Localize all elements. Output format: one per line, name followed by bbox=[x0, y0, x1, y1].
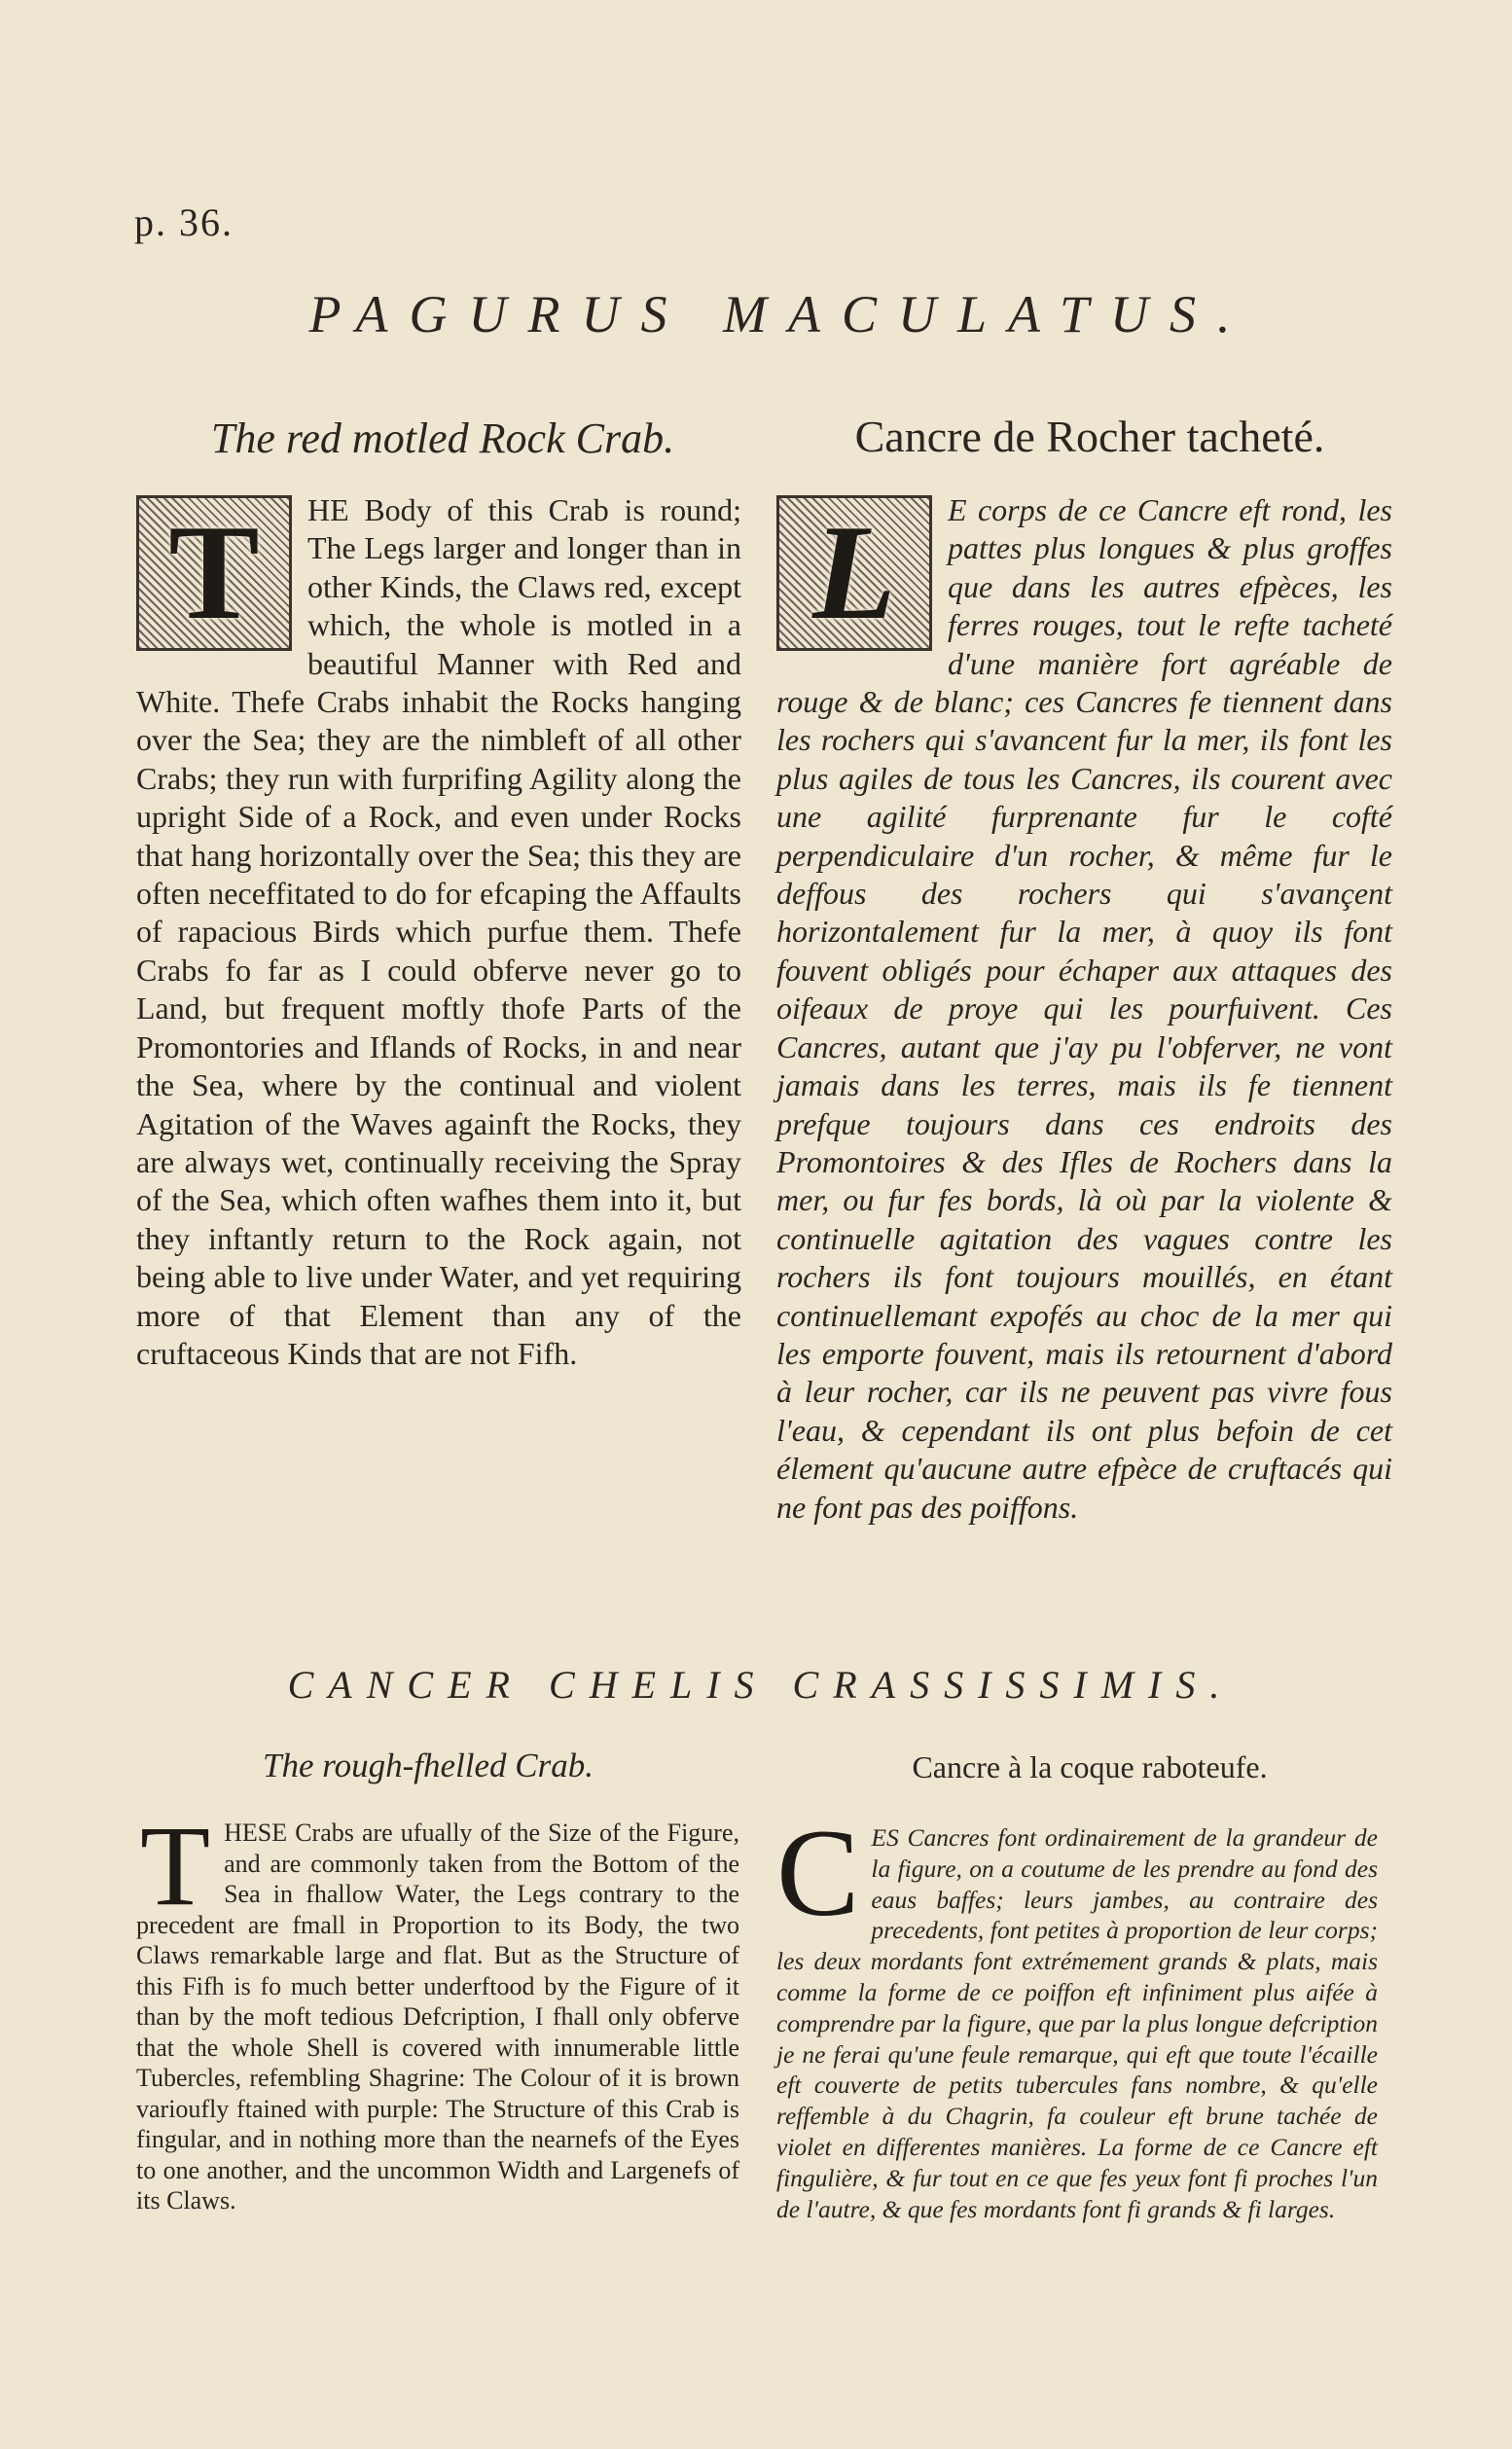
dropcap-C: C bbox=[776, 1804, 860, 1942]
section1-french-text-column bbox=[776, 491, 1392, 1527]
ornamental-dropcap-L: L bbox=[776, 495, 932, 651]
section2-french-body: ES Cancres font ordinairement de la grandeur de la figure, on a coutume de les prendre au fond des eaus baffes; leurs jambes, au contraire des precedents, font petites à proportion de leur corps; les deux mordants font extrémement grands & plats, mais comme la forme de ce poiffon eft infiniment plus aifée à comprendre par la figure, que par la plus longue defcription je ne ferai qu'une feule remarque, qui eft que toute l'écaille eft couverte de petits tubercules fans nombre, & qu'elle reffemble à du Chagrin, fa couleur eft brune tachée de violet en differentes manières. La forme de ce Cancre eft fingulière, & fur tout en ce que fes yeux font fi proches l'un de l'autre, & que fes mordants font fi grands & fi larges. bbox=[776, 1823, 1378, 2223]
section1-french-subtitle: Cancre de Rocher tacheté. bbox=[854, 412, 1325, 461]
section1-english-text-column bbox=[136, 491, 741, 1373]
section2-french-subtitle: Cancre à la coque raboteufe. bbox=[912, 1749, 1268, 1784]
section2-title: CANCER CHELIS CRASSISSIMIS. bbox=[287, 1663, 1235, 1707]
section2-english-text-column bbox=[136, 1802, 739, 2216]
section1-title: PAGURUS MACULATUS. bbox=[308, 285, 1252, 343]
section2-english-body: HESE Crabs are ufually of the Size of the Figure, and are commonly taken from the Bottom of the Sea in fhallow Water, the Legs contrary to the precedent are fmall in Proportion to its Body, the two Claws remarkable large and flat. But as the Structure of this Fifh is fo much better underftood by the Figure of it than by the moft tedious Defcription, I fhall only obferve that the whole Shell is covered with innumerable little Tubercles, refembling Shagrine: The Colour of it is brown varioufly ftained with purple: The Structure of this Crab is fingular, and in nothing more than the nearnefs of the Eyes to one another, and the uncommon Width and Largenefs of its Claws. bbox=[136, 1819, 739, 2215]
section1-english-body: HE Body of this Crab is round; The Legs larger and longer than in other Kinds, the Claws red, except which, the whole is motled in a beautiful Manner with Red and White. Thefe Crabs inhabit the Rocks hanging over the Sea; they are the nimbleft of all other Crabs; they run with furprifing Agility along the upright Side of a Rock, and even under Rocks that hang horizontally over the Sea; this they are often neceffitated to do for efcaping the Affaults of rapacious Birds which purfue them. Thefe Crabs fo far as I could obferve never go to Land, but frequent moftly thofe Parts of the Promontories and Iflands of Rocks, in and near the Sea, where by the continual and violent Agitation of the Waves againft the Rocks, they are always wet, continually receiving the Spray of the Sea, which often wafhes them into it, but they inftantly return to the Rock again, not being able to live under Water, and yet requiring more of that Element than any of the cruftaceous Kinds that are not Fifh. bbox=[136, 492, 741, 1371]
ornamental-dropcap-T: T bbox=[136, 495, 292, 651]
section1-french-body: E corps de ce Cancre eft rond, les pattes plus longues & plus groffes que dans les autres efpèces, les ferres rouges, tout le refte tacheté d'une manière fort agréable de rouge & de blanc; ces Cancres fe tiennent dans les rochers qui s'avancent fur la mer, ils font les plus agiles de tous les Cancres, ils courent avec une agilité furprenante fur le cofté perpendiculaire d'un rocher, & même fur le deffous des rochers qui s'avançent horizontalement fur la mer, à quoy ils font fouvent obligés pour échaper aux attaques des oifeaux de proye qui les pourfuivent. Ces Cancres, autant que j'ay pu l'obferver, ne vont jamais dans les terres, mais ils fe tiennent prefque toujours dans ces endroits des Promontoires & des Ifles de Rochers dans la mer, ou fur fes bords, là où par la violente & continuelle agitation des vagues contre les rochers ils font toujours mouillés, en étant continuellemant expofés au choc de la mer qui les emporte fouvent, mais ils retournent d'abord à leur rocher, car ils ne peuvent pas vivre fous l'eau, & cependant ils ont plus befoin de cet élement qu'aucune autre efpèce de cruftacés qui ne font pas des poiffons. bbox=[776, 492, 1392, 1525]
section1-english-subtitle: The red motled Rock Crab. bbox=[210, 414, 675, 462]
page-number: p. 36. bbox=[134, 200, 234, 244]
section2-english-subtitle: The rough-fhelled Crab. bbox=[263, 1747, 594, 1784]
section2-french-text-column bbox=[776, 1804, 1378, 2224]
dropcap-T: T bbox=[140, 1802, 211, 1929]
